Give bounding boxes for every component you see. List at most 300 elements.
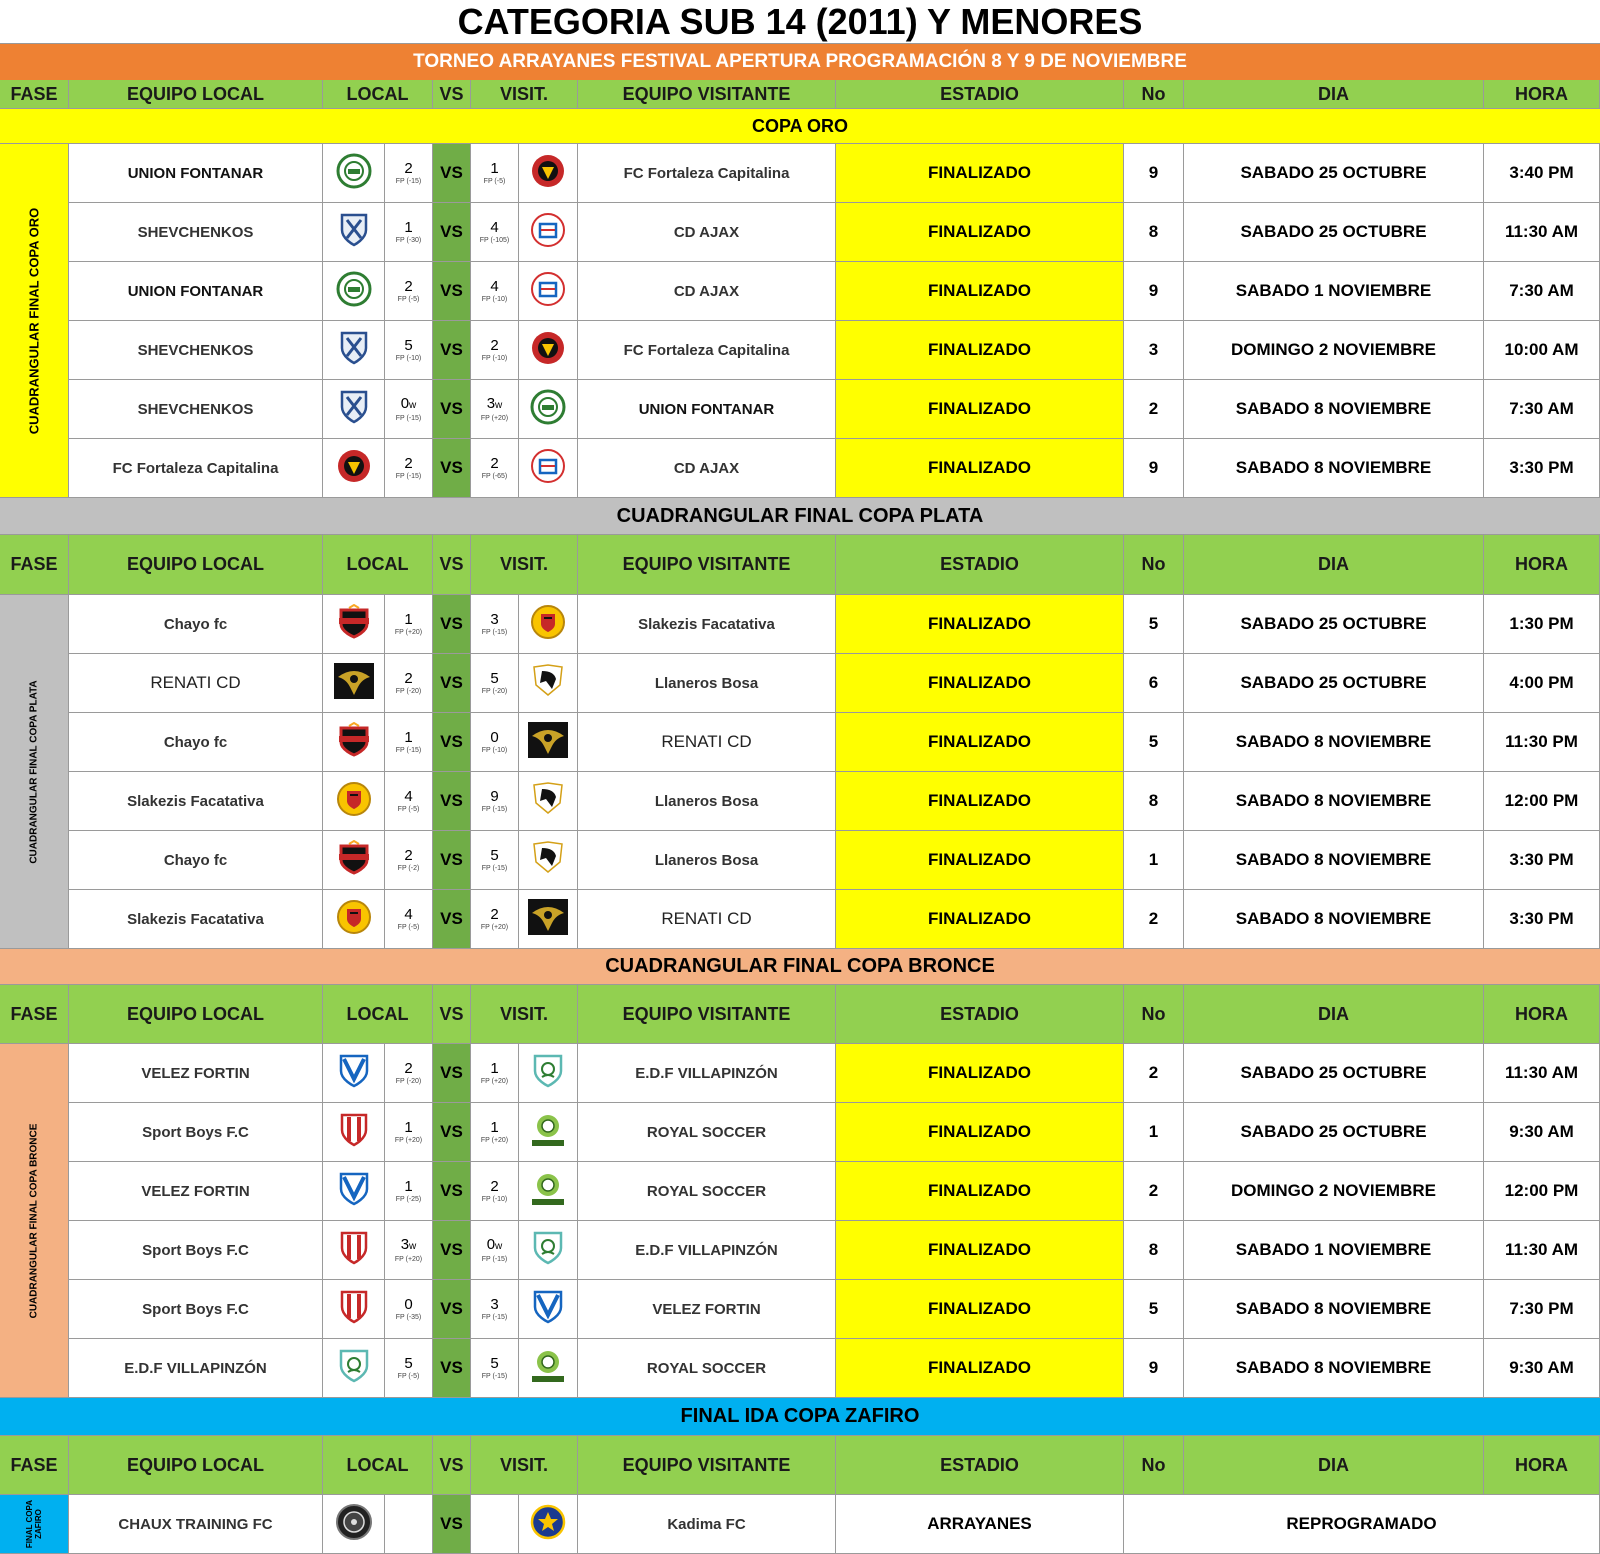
away-team-name: UNION FONTANAR — [578, 380, 836, 439]
fontanar-crest-icon — [336, 153, 372, 194]
header-local: LOCAL — [323, 535, 433, 595]
match-row — [0, 1103, 1600, 1162]
vs-label: VS — [433, 654, 471, 713]
match-row — [0, 439, 1600, 498]
away-goals: 1 — [490, 1059, 499, 1077]
home-team-logo-cell — [323, 654, 385, 713]
away-fairplay: FP (-10) — [481, 354, 508, 362]
sportboys-shield-icon — [339, 1289, 369, 1330]
home-team-name: Chayo fc — [69, 595, 323, 654]
match-day: DOMINGO 2 NOVIEMBRE — [1184, 1162, 1484, 1221]
home-team-name: Sport Boys F.C — [69, 1280, 323, 1339]
home-team-name: VELEZ FORTIN — [69, 1162, 323, 1221]
vs-label: VS — [433, 439, 471, 498]
away-fairplay: FP (-15) — [481, 805, 508, 813]
home-score-value — [404, 907, 412, 923]
match-row — [0, 654, 1600, 713]
home-score-value — [404, 789, 412, 805]
home-score-cell — [385, 1221, 433, 1280]
away-score-cell — [471, 713, 519, 772]
home-score-cell — [385, 772, 433, 831]
shevchenkos-shield-icon — [339, 330, 369, 371]
home-team-name: VELEZ FORTIN — [69, 1044, 323, 1103]
home-score-value — [404, 730, 412, 746]
away-team-name: RENATI CD — [578, 713, 836, 772]
header-visit: VISIT. — [471, 985, 578, 1044]
home-score-cell — [385, 713, 433, 772]
renati-eagle-icon — [528, 899, 568, 940]
away-team-name: Llaneros Bosa — [578, 654, 836, 713]
llaneros-horse-icon — [530, 781, 566, 822]
match-row — [0, 1221, 1600, 1280]
phase-label: CUADRANGULAR FINAL COPA PLATA — [28, 679, 40, 864]
away-team-logo-cell — [519, 1495, 578, 1554]
match-hour: 11:30 AM — [1484, 1044, 1600, 1103]
home-fairplay: FP (-10) — [395, 354, 422, 362]
header-local: LOCAL — [323, 985, 433, 1044]
home-goals: 2 — [404, 159, 413, 177]
home-fairplay: FP (-30) — [395, 236, 422, 244]
away-score-value — [490, 338, 498, 354]
away-goals: 1 — [490, 1118, 499, 1136]
match-day: SABADO 25 OCTUBRE — [1184, 144, 1484, 203]
vs-label: VS — [433, 262, 471, 321]
home-score-value — [404, 161, 412, 177]
home-score-value — [404, 1297, 412, 1313]
match-number: 9 — [1124, 439, 1184, 498]
away-fairplay: FP (-5) — [483, 177, 506, 185]
away-fairplay: FP (-65) — [481, 472, 508, 480]
ajax-crest-icon — [530, 212, 566, 253]
home-fairplay: FP (-20) — [395, 687, 422, 695]
royalsoccer-crest-icon — [528, 1347, 568, 1390]
home-team-logo-cell — [323, 1103, 385, 1162]
away-score-value — [490, 730, 498, 746]
away-team-logo-cell — [519, 831, 578, 890]
home-score-cell — [385, 380, 433, 439]
match-number: 9 — [1124, 1339, 1184, 1398]
header-hour: HORA — [1484, 80, 1600, 109]
match-day: SABADO 8 NOVIEMBRE — [1184, 713, 1484, 772]
away-fairplay: FP (-10) — [481, 295, 508, 303]
match-day: SABADO 8 NOVIEMBRE — [1184, 380, 1484, 439]
home-score-value — [404, 612, 412, 628]
home-score-cell — [385, 1103, 433, 1162]
match-number: 8 — [1124, 203, 1184, 262]
kadima-crest-icon — [530, 1504, 566, 1545]
match-hour: 11:30 PM — [1484, 713, 1600, 772]
match-day: SABADO 8 NOVIEMBRE — [1184, 831, 1484, 890]
away-score-cell — [471, 595, 519, 654]
away-score-value — [490, 1356, 498, 1372]
home-fairplay: FP (-20) — [395, 1077, 422, 1085]
away-score-value — [490, 1179, 498, 1195]
away-goals: 4 — [490, 218, 499, 236]
header-local-team: EQUIPO LOCAL — [69, 1436, 323, 1495]
match-row — [0, 831, 1600, 890]
match-day: SABADO 8 NOVIEMBRE — [1184, 1339, 1484, 1398]
match-status: FINALIZADO — [836, 772, 1124, 831]
home-score-cell — [385, 595, 433, 654]
match-number: 2 — [1124, 1044, 1184, 1103]
home-team-name: Slakezis Facatativa — [69, 772, 323, 831]
home-goals: 0 — [404, 1295, 413, 1313]
home-fairplay: FP (-15) — [395, 746, 422, 754]
home-fairplay: FP (-15) — [395, 472, 422, 480]
header-stadium: ESTADIO — [836, 1436, 1124, 1495]
match-status: FINALIZADO — [836, 262, 1124, 321]
home-goals: 2 — [404, 277, 413, 295]
home-team-name: Sport Boys F.C — [69, 1221, 323, 1280]
home-team-logo-cell — [323, 1162, 385, 1221]
phase-label: FINAL COPA ZAFIRO — [25, 1499, 43, 1549]
away-goals: 4 — [490, 277, 499, 295]
header-day: DIA — [1184, 535, 1484, 595]
away-score-cell — [471, 203, 519, 262]
home-score-value — [404, 338, 412, 354]
match-status: FINALIZADO — [836, 654, 1124, 713]
home-team-logo-cell — [323, 380, 385, 439]
home-team-name: SHEVCHENKOS — [69, 203, 323, 262]
away-team-name: Slakezis Facatativa — [578, 595, 836, 654]
match-status: REPROGRAMADO — [1124, 1495, 1600, 1554]
stadium-name: ARRAYANES — [836, 1495, 1124, 1554]
header-local: LOCAL — [323, 80, 433, 109]
home-goals: 2 — [404, 1059, 413, 1077]
phase-label: CUADRANGULAR FINAL COPA BRONCE — [28, 1123, 40, 1318]
home-team-logo-cell — [323, 1044, 385, 1103]
header-visit-team: EQUIPO VISITANTE — [578, 80, 836, 109]
away-team-name: ROYAL SOCCER — [578, 1339, 836, 1398]
match-number: 6 — [1124, 654, 1184, 713]
chaux-crest-icon — [335, 1503, 373, 1546]
away-team-logo-cell — [519, 1103, 578, 1162]
home-goals: 1 — [404, 1118, 413, 1136]
match-number: 2 — [1124, 890, 1184, 949]
away-team-name: Kadima FC — [578, 1495, 836, 1554]
home-team-name: Chayo fc — [69, 831, 323, 890]
away-score-cell — [471, 1221, 519, 1280]
header-fase: FASE — [0, 80, 69, 109]
home-fairplay: FP (-5) — [397, 1372, 420, 1380]
away-fairplay: FP (+20) — [480, 1077, 509, 1085]
away-team-logo-cell — [519, 772, 578, 831]
home-goals: 1 — [404, 610, 413, 628]
shevchenkos-shield-icon — [339, 389, 369, 430]
phase-label: CUADRANGULAR FINAL COPA ORO — [26, 207, 42, 434]
header-hour: HORA — [1484, 985, 1600, 1044]
away-fairplay: FP (-15) — [481, 628, 508, 636]
away-score-cell — [471, 439, 519, 498]
page-title: CATEGORIA SUB 14 (2011) Y MENORES — [0, 0, 1600, 44]
match-row — [0, 380, 1600, 439]
match-number: 5 — [1124, 713, 1184, 772]
away-score-cell — [471, 1339, 519, 1398]
match-status: FINALIZADO — [836, 203, 1124, 262]
match-day: SABADO 8 NOVIEMBRE — [1184, 890, 1484, 949]
match-day: SABADO 25 OCTUBRE — [1184, 1044, 1484, 1103]
vs-label: VS — [433, 1162, 471, 1221]
away-team-logo-cell — [519, 654, 578, 713]
match-row — [0, 890, 1600, 949]
home-score-cell — [385, 654, 433, 713]
home-team-logo-cell — [323, 772, 385, 831]
home-fairplay: FP (-15) — [395, 414, 422, 422]
away-score-value — [490, 907, 498, 923]
match-hour: 11:30 AM — [1484, 203, 1600, 262]
away-score-value — [490, 220, 498, 236]
header-fase: FASE — [0, 535, 69, 595]
away-team-name: CD AJAX — [578, 262, 836, 321]
away-walkover-mark: w — [495, 1240, 503, 1252]
match-hour: 1:30 PM — [1484, 595, 1600, 654]
away-score-value — [490, 848, 498, 864]
villapinzon-shield-icon — [338, 1348, 370, 1389]
away-team-logo-cell — [519, 1162, 578, 1221]
match-status: FINALIZADO — [836, 713, 1124, 772]
match-hour: 9:30 AM — [1484, 1339, 1600, 1398]
home-fairplay: FP (+20) — [394, 1136, 423, 1144]
header-visit-team: EQUIPO VISITANTE — [578, 1436, 836, 1495]
away-goals: 5 — [490, 669, 499, 687]
away-score-cell — [471, 1044, 519, 1103]
home-score-cell — [385, 262, 433, 321]
home-score-cell — [385, 1280, 433, 1339]
away-fairplay: FP (-15) — [481, 1372, 508, 1380]
away-score-cell — [471, 1280, 519, 1339]
away-team-name: CD AJAX — [578, 203, 836, 262]
column-header-row — [0, 535, 1600, 595]
home-score-value — [401, 1237, 417, 1255]
header-local: LOCAL — [323, 1436, 433, 1495]
home-score-cell — [385, 1162, 433, 1221]
home-score-cell — [385, 321, 433, 380]
home-score-value — [404, 1179, 412, 1195]
away-score-value — [490, 1297, 498, 1313]
vs-label: VS — [433, 1280, 471, 1339]
column-header-row — [0, 80, 1600, 109]
vs-label: VS — [433, 1221, 471, 1280]
ajax-crest-icon — [530, 271, 566, 312]
header-no: No — [1124, 1436, 1184, 1495]
home-score-cell — [385, 144, 433, 203]
match-status: FINALIZADO — [836, 1339, 1124, 1398]
match-number: 9 — [1124, 262, 1184, 321]
home-team-name: E.D.F VILLAPINZÓN — [69, 1339, 323, 1398]
home-score-cell — [385, 1339, 433, 1398]
match-hour: 3:40 PM — [1484, 144, 1600, 203]
header-stadium: ESTADIO — [836, 985, 1124, 1044]
away-team-name: E.D.F VILLAPINZÓN — [578, 1221, 836, 1280]
slakezis-crest-icon — [336, 899, 372, 940]
match-row — [0, 203, 1600, 262]
match-status: FINALIZADO — [836, 321, 1124, 380]
match-number: 1 — [1124, 831, 1184, 890]
home-score-cell — [385, 439, 433, 498]
away-goals: 0 — [490, 728, 499, 746]
away-fairplay: FP (-105) — [479, 236, 510, 244]
header-local-team: EQUIPO LOCAL — [69, 535, 323, 595]
match-row — [0, 713, 1600, 772]
away-score-cell — [471, 1103, 519, 1162]
match-number: 2 — [1124, 1162, 1184, 1221]
home-goals: 1 — [404, 218, 413, 236]
home-team-logo-cell — [323, 321, 385, 380]
home-score-value — [404, 456, 412, 472]
away-score-cell — [471, 1495, 519, 1554]
match-hour: 11:30 AM — [1484, 1221, 1600, 1280]
vs-label: VS — [433, 203, 471, 262]
header-no: No — [1124, 985, 1184, 1044]
match-number: 5 — [1124, 595, 1184, 654]
home-team-logo-cell — [323, 890, 385, 949]
match-status: FINALIZADO — [836, 1221, 1124, 1280]
renati-eagle-icon — [528, 722, 568, 763]
sportboys-shield-icon — [339, 1230, 369, 1271]
home-score-value — [401, 396, 417, 414]
away-score-value — [490, 612, 498, 628]
home-goals: 2 — [404, 846, 413, 864]
royalsoccer-crest-icon — [528, 1170, 568, 1213]
header-hour: HORA — [1484, 1436, 1600, 1495]
home-team-logo-cell — [323, 1221, 385, 1280]
away-score-cell — [471, 654, 519, 713]
match-day: SABADO 25 OCTUBRE — [1184, 595, 1484, 654]
match-day: DOMINGO 2 NOVIEMBRE — [1184, 321, 1484, 380]
fontanar-crest-icon — [530, 389, 566, 430]
section-title: COPA ORO — [0, 109, 1600, 144]
section-title: CUADRANGULAR FINAL COPA PLATA — [0, 498, 1600, 535]
home-team-name: RENATI CD — [69, 654, 323, 713]
match-status: FINALIZADO — [836, 1044, 1124, 1103]
away-score-cell — [471, 144, 519, 203]
home-score-cell — [385, 1495, 433, 1554]
away-score-cell — [471, 321, 519, 380]
match-day: SABADO 25 OCTUBRE — [1184, 203, 1484, 262]
header-local-team: EQUIPO LOCAL — [69, 985, 323, 1044]
away-team-logo-cell — [519, 1221, 578, 1280]
away-score-cell — [471, 772, 519, 831]
away-fairplay: FP (-15) — [481, 1255, 508, 1263]
home-team-name: UNION FONTANAR — [69, 262, 323, 321]
header-day: DIA — [1184, 80, 1484, 109]
match-day: SABADO 8 NOVIEMBRE — [1184, 1280, 1484, 1339]
vs-label: VS — [433, 1495, 471, 1554]
away-goals: 2 — [490, 905, 499, 923]
home-team-name: FC Fortaleza Capitalina — [69, 439, 323, 498]
chayo-crest-icon — [335, 722, 373, 763]
home-fairplay: FP (+20) — [394, 628, 423, 636]
away-score-value — [490, 789, 498, 805]
match-hour: 3:30 PM — [1484, 890, 1600, 949]
header-hour: HORA — [1484, 535, 1600, 595]
home-team-logo-cell — [323, 713, 385, 772]
match-status: FINALIZADO — [836, 831, 1124, 890]
match-hour: 4:00 PM — [1484, 654, 1600, 713]
home-fairplay: FP (-15) — [395, 177, 422, 185]
header-day: DIA — [1184, 985, 1484, 1044]
header-vs: VS — [433, 985, 471, 1044]
home-fairplay: FP (+20) — [394, 1255, 423, 1263]
ajax-crest-icon — [530, 448, 566, 489]
away-team-name: VELEZ FORTIN — [578, 1280, 836, 1339]
tournament-subtitle: TORNEO ARRAYANES FESTIVAL APERTURA PROGRAMACIÓN 8 Y 9 DE NOVIEMBRE — [0, 44, 1600, 80]
away-goals: 2 — [490, 454, 499, 472]
match-day: SABADO 1 NOVIEMBRE — [1184, 262, 1484, 321]
home-walkover-mark: w — [409, 399, 417, 411]
away-goals: 9 — [490, 787, 499, 805]
away-team-logo-cell — [519, 144, 578, 203]
slakezis-crest-icon — [336, 781, 372, 822]
away-team-name: FC Fortaleza Capitalina — [578, 321, 836, 380]
header-visit-team: EQUIPO VISITANTE — [578, 535, 836, 595]
home-score-cell — [385, 831, 433, 890]
header-day: DIA — [1184, 1436, 1484, 1495]
away-team-logo-cell — [519, 1280, 578, 1339]
match-day: SABADO 25 OCTUBRE — [1184, 654, 1484, 713]
velez-shield-icon — [338, 1053, 370, 1094]
header-no: No — [1124, 80, 1184, 109]
home-team-logo-cell — [323, 1280, 385, 1339]
shevchenkos-shield-icon — [339, 212, 369, 253]
match-day: SABADO 8 NOVIEMBRE — [1184, 439, 1484, 498]
match-row — [0, 595, 1600, 654]
away-team-logo-cell — [519, 713, 578, 772]
home-goals: 1 — [404, 728, 413, 746]
match-status: FINALIZADO — [836, 890, 1124, 949]
home-team-logo-cell — [323, 439, 385, 498]
home-team-logo-cell — [323, 262, 385, 321]
match-row — [0, 321, 1600, 380]
home-team-name: CHAUX TRAINING FC — [69, 1495, 323, 1554]
away-team-logo-cell — [519, 890, 578, 949]
header-visit: VISIT. — [471, 1436, 578, 1495]
match-hour: 7:30 AM — [1484, 262, 1600, 321]
match-number: 9 — [1124, 144, 1184, 203]
away-team-name: CD AJAX — [578, 439, 836, 498]
match-number: 3 — [1124, 321, 1184, 380]
home-score-cell — [385, 203, 433, 262]
velez-shield-icon — [338, 1171, 370, 1212]
match-status: FINALIZADO — [836, 1280, 1124, 1339]
header-no: No — [1124, 535, 1184, 595]
away-score-value — [487, 396, 503, 414]
away-goals: 5 — [490, 1354, 499, 1372]
fontanar-crest-icon — [336, 271, 372, 312]
home-score-cell — [385, 890, 433, 949]
home-fairplay: FP (-5) — [397, 805, 420, 813]
away-score-cell — [471, 831, 519, 890]
away-team-logo-cell — [519, 595, 578, 654]
match-row — [0, 1162, 1600, 1221]
chayo-crest-icon — [335, 840, 373, 881]
away-team-name: ROYAL SOCCER — [578, 1103, 836, 1162]
match-day: SABADO 1 NOVIEMBRE — [1184, 1221, 1484, 1280]
column-header-row — [0, 1436, 1600, 1495]
vs-label: VS — [433, 595, 471, 654]
away-score-value — [490, 456, 498, 472]
chayo-crest-icon — [335, 604, 373, 645]
column-header-row — [0, 985, 1600, 1044]
away-team-logo-cell — [519, 321, 578, 380]
away-goals: 0 — [486, 1235, 496, 1253]
header-vs: VS — [433, 1436, 471, 1495]
home-score-value — [404, 671, 412, 687]
match-row — [0, 262, 1600, 321]
match-number: 1 — [1124, 1103, 1184, 1162]
vs-label: VS — [433, 1339, 471, 1398]
home-score-cell — [385, 1044, 433, 1103]
